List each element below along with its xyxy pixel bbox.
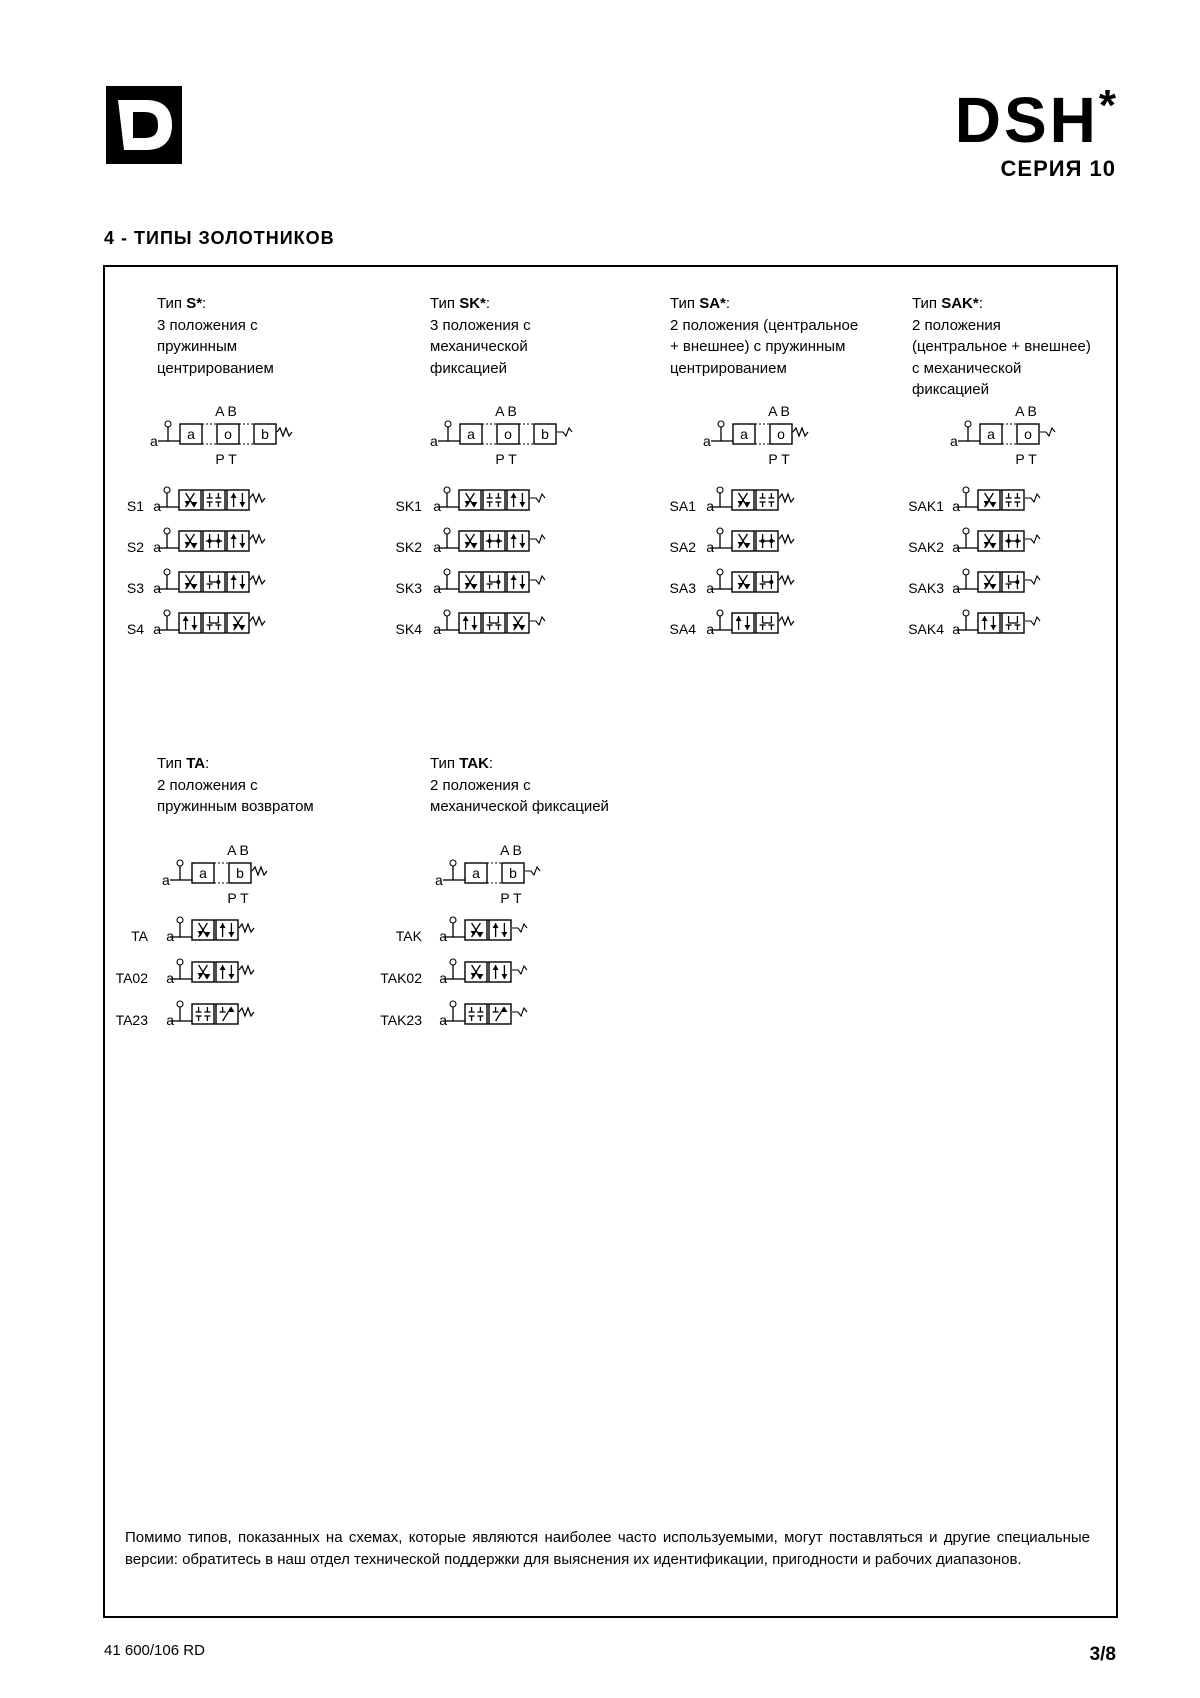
valve-position-box [756, 490, 778, 510]
caption-group-sa [670, 293, 858, 379]
variant-symbol [956, 601, 1096, 641]
caption-line: 3 положения с [157, 316, 258, 334]
caption-line: 2 положения (центральное [670, 316, 859, 334]
caption-suffix: : [488, 755, 494, 772]
lever-knob-icon [965, 421, 971, 427]
actuator-label: a [433, 539, 441, 555]
caption-type: TAK [459, 755, 489, 772]
variant-code-label: SAK4 [908, 621, 944, 637]
main-symbol-sak [950, 403, 1128, 467]
actuator-label: a [430, 433, 438, 449]
valve-position-box [203, 490, 225, 510]
actuator-label: a [439, 1012, 447, 1028]
main-symbol-ta [162, 842, 340, 906]
variant-symbol [956, 519, 1096, 559]
valve-position-box [227, 572, 249, 592]
caption-suffix: : [978, 295, 983, 312]
junction-dot [1007, 539, 1011, 543]
port-labels-ab: A B [495, 403, 517, 419]
variant-code-label: SA3 [669, 580, 696, 596]
variant-code-label: S3 [126, 580, 144, 596]
variant-symbol [170, 992, 310, 1032]
caption-line: механической фиксацией [430, 798, 609, 815]
main-symbol-sk [430, 403, 608, 467]
detent-icon [1025, 494, 1040, 502]
lever-knob-icon [164, 487, 170, 493]
variant-symbol [157, 519, 297, 559]
actuator-label: a [166, 970, 174, 986]
caption-line: пружинным [157, 338, 238, 355]
actuator-label: a [952, 539, 960, 555]
lever-knob-icon [717, 487, 723, 493]
caption-suffix: : [202, 295, 207, 312]
detent-icon [530, 494, 545, 502]
variant-code-label: SAK2 [908, 539, 944, 555]
variant-symbol [437, 560, 577, 600]
valve-position-box [978, 613, 1000, 633]
lever-knob-icon [718, 421, 724, 427]
lever-knob-icon [177, 959, 183, 965]
valve-position-box [507, 490, 529, 510]
variant-symbol [443, 908, 583, 948]
spring-icon [250, 535, 265, 543]
lever-knob-icon [177, 860, 183, 866]
model-header [954, 81, 1116, 181]
caption-suffix: : [205, 755, 210, 772]
lever-knob-icon [450, 917, 456, 923]
position-label: a [987, 426, 995, 442]
port-labels-pt: P T [500, 890, 522, 906]
position-label: b [261, 426, 269, 442]
caption-line: 2 положения с [157, 776, 258, 794]
variant-code-label: SA4 [669, 621, 696, 637]
spring-icon [793, 428, 808, 436]
variant-symbol [437, 601, 577, 641]
lever-knob-icon [717, 569, 723, 575]
variant-code-label: TAK23 [380, 1012, 422, 1028]
actuator-label: a [706, 621, 714, 637]
lever-knob-icon [450, 860, 456, 866]
caption-prefix: Тип [670, 295, 700, 312]
valve-position-box [1002, 490, 1024, 510]
detent-icon [525, 867, 540, 875]
lever-knob-icon [963, 610, 969, 616]
variant-code-label: S2 [126, 539, 144, 555]
variant-symbol [170, 908, 310, 948]
lever-knob-icon [963, 487, 969, 493]
caption-suffix: : [485, 295, 491, 312]
variant-code-label: SA2 [669, 539, 696, 555]
valve-position-box [192, 1004, 214, 1024]
port-labels-pt: P T [215, 451, 237, 467]
caption-line: 3 положения с [430, 316, 531, 334]
valve-position-box [483, 490, 505, 510]
caption-line: 2 положения с [430, 776, 531, 794]
valve-position-box [227, 531, 249, 551]
lever-knob-icon [717, 528, 723, 534]
caption-prefix: Тип [157, 755, 187, 772]
variant-code-label: S1 [126, 498, 144, 514]
caption-line: с механической [912, 359, 1022, 377]
junction-dot [496, 539, 500, 543]
variant-code-label: TA23 [115, 1012, 148, 1028]
actuator-label: a [166, 1012, 174, 1028]
position-label: o [777, 426, 785, 442]
valve-position-box [507, 572, 529, 592]
port-labels-ab: A B [768, 403, 790, 419]
lever-knob-icon [177, 917, 183, 923]
caption-prefix: Тип [430, 755, 460, 772]
junction-dot [216, 580, 220, 584]
spring-icon [779, 576, 794, 584]
variant-symbol [710, 560, 850, 600]
lever-knob-icon [177, 1001, 183, 1007]
variant-symbol [157, 560, 297, 600]
actuator-label: a [162, 872, 170, 888]
port-labels-pt: P T [495, 451, 517, 467]
main-symbol-sa [703, 403, 881, 467]
position-label: o [504, 426, 512, 442]
detent-icon [530, 535, 545, 543]
junction-dot [1015, 539, 1019, 543]
position-label: a [472, 865, 480, 881]
caption-group-sak [912, 293, 1091, 401]
actuator-label: a [153, 621, 161, 637]
caption-line: фиксацией [430, 359, 507, 377]
model-star: * [1098, 81, 1116, 130]
position-label: a [187, 426, 195, 442]
variant-code-label: SAK1 [908, 498, 944, 514]
caption-line: 2 положения [912, 316, 1001, 334]
caption-type: TA [186, 755, 206, 772]
lever-knob-icon [450, 1001, 456, 1007]
company-logo [106, 86, 182, 164]
variant-symbol [443, 950, 583, 990]
valve-position-box [465, 1004, 487, 1024]
actuator-label: a [435, 872, 443, 888]
caption-type: S* [186, 295, 203, 312]
variant-code-label: TA02 [115, 970, 148, 986]
model-name: DSH [954, 84, 1099, 156]
variant-code-label: TA [131, 928, 148, 944]
caption-type: SK* [459, 295, 486, 312]
valve-position-box [732, 613, 754, 633]
variant-code-label: SAK3 [908, 580, 944, 596]
actuator-label: a [439, 970, 447, 986]
variant-symbol [710, 519, 850, 559]
series-label: СЕРИЯ 10 [1000, 156, 1116, 181]
position-label: a [740, 426, 748, 442]
actuator-label: a [150, 433, 158, 449]
variant-code-label: SK1 [395, 498, 422, 514]
caption-group-tak [430, 753, 609, 818]
section-title: 4 - ТИПЫ ЗОЛОТНИКОВ [104, 228, 335, 248]
valve-position-box [227, 490, 249, 510]
junction-dot [769, 580, 773, 584]
caption-prefix: Тип [157, 295, 187, 312]
lever-knob-icon [165, 421, 171, 427]
variant-symbol [710, 601, 850, 641]
actuator-label: a [433, 580, 441, 596]
junction-dot [488, 539, 492, 543]
caption-line: + внешнее) с пружинным [670, 338, 846, 355]
caption-group-s [157, 293, 274, 379]
actuator-label: a [950, 433, 958, 449]
variant-symbol [710, 478, 850, 518]
junction-dot [216, 539, 220, 543]
lever-knob-icon [963, 569, 969, 575]
actuator-label: a [433, 621, 441, 637]
actuator-label: a [706, 539, 714, 555]
position-label: b [541, 426, 549, 442]
spring-icon [277, 428, 292, 436]
junction-dot [1015, 580, 1019, 584]
caption-line: центрированием [670, 359, 787, 377]
lever-knob-icon [444, 569, 450, 575]
variant-code-label: S4 [126, 621, 144, 637]
junction-dot [761, 539, 765, 543]
detent-icon [512, 1008, 527, 1016]
actuator-label: a [433, 498, 441, 514]
lever-knob-icon [444, 528, 450, 534]
actuator-label: a [706, 580, 714, 596]
detent-icon [530, 576, 545, 584]
lever-knob-icon [717, 610, 723, 616]
caption-suffix: : [725, 295, 731, 312]
detent-icon [557, 428, 572, 436]
actuator-label: a [166, 928, 174, 944]
lever-knob-icon [164, 569, 170, 575]
variant-symbol [956, 478, 1096, 518]
port-labels-ab: A B [500, 842, 522, 858]
actuator-label: a [703, 433, 711, 449]
main-symbol-tak [435, 842, 613, 906]
variant-symbol [157, 601, 297, 641]
spring-icon [239, 966, 254, 974]
detent-icon [1025, 576, 1040, 584]
variant-symbol [170, 950, 310, 990]
spring-icon [779, 494, 794, 502]
page-number: 3/8 [1089, 1644, 1116, 1665]
spring-icon [250, 617, 265, 625]
valve-position-box [216, 920, 238, 940]
port-labels-ab: A B [1015, 403, 1037, 419]
caption-type: SA* [699, 295, 726, 312]
variant-code-label: SA1 [669, 498, 696, 514]
variant-code-label: SK3 [395, 580, 422, 596]
detent-icon [530, 617, 545, 625]
valve-position-box [216, 962, 238, 982]
junction-dot [496, 580, 500, 584]
caption-prefix: Тип [430, 295, 460, 312]
valve-position-box [489, 962, 511, 982]
actuator-label: a [952, 580, 960, 596]
caption-line: пружинным возвратом [157, 798, 314, 815]
caption-group-sk [430, 293, 531, 379]
spring-icon [250, 576, 265, 584]
lever-knob-icon [444, 610, 450, 616]
lever-knob-icon [164, 528, 170, 534]
valve-position-box [507, 531, 529, 551]
variant-symbol [157, 478, 297, 518]
detent-icon [1025, 535, 1040, 543]
position-label: a [199, 865, 207, 881]
variant-symbol [437, 519, 577, 559]
detent-icon [512, 924, 527, 932]
position-label: o [224, 426, 232, 442]
valve-position-box [459, 613, 481, 633]
spring-icon [239, 1008, 254, 1016]
actuator-label: a [706, 498, 714, 514]
caption-prefix: Тип [912, 295, 942, 312]
variant-code-label: SK2 [395, 539, 422, 555]
variant-code-label: TAK02 [380, 970, 422, 986]
spring-icon [239, 924, 254, 932]
actuator-label: a [952, 621, 960, 637]
valve-position-box [489, 920, 511, 940]
position-label: b [509, 865, 517, 881]
junction-dot [769, 539, 773, 543]
detent-icon [1040, 428, 1055, 436]
caption-line: механической [430, 338, 528, 355]
spring-icon [252, 867, 267, 875]
detent-icon [1025, 617, 1040, 625]
lever-knob-icon [444, 487, 450, 493]
footnote: Помимо типов, показанных на схемах, которые являются наиболее часто используемыми, могут поставляться и другие специальные версии: обратитесь в наш отдел технической поддержки для выяснения их идентификации, пригодности и рабочих диапазонов. [125, 1529, 1090, 1568]
caption-line: центрированием [157, 359, 274, 377]
variant-symbol [443, 992, 583, 1032]
variant-code-label: SK4 [395, 621, 422, 637]
port-labels-pt: P T [768, 451, 790, 467]
position-label: o [1024, 426, 1032, 442]
position-label: b [236, 865, 244, 881]
actuator-label: a [153, 539, 161, 555]
lever-knob-icon [450, 959, 456, 965]
caption-line: (центральное + внешнее) [912, 338, 1091, 355]
variant-symbol [956, 560, 1096, 600]
valve-position-box [179, 613, 201, 633]
lever-knob-icon [963, 528, 969, 534]
variant-code-label: TAK [395, 928, 422, 944]
spring-icon [779, 535, 794, 543]
port-labels-ab: A B [227, 842, 249, 858]
variant-symbol [437, 478, 577, 518]
actuator-label: a [153, 580, 161, 596]
caption-group-ta [157, 753, 314, 818]
actuator-label: a [952, 498, 960, 514]
caption-line: фиксацией [912, 381, 989, 398]
actuator-label: a [153, 498, 161, 514]
port-labels-pt: P T [227, 890, 249, 906]
position-label: a [467, 426, 475, 442]
port-labels-pt: P T [1015, 451, 1037, 467]
detent-icon [512, 966, 527, 974]
lever-knob-icon [164, 610, 170, 616]
spring-icon [779, 617, 794, 625]
junction-dot [208, 539, 212, 543]
port-labels-ab: A B [215, 403, 237, 419]
actuator-label: a [439, 928, 447, 944]
document-code: 41 600/106 RD [104, 1642, 205, 1659]
lever-knob-icon [445, 421, 451, 427]
main-symbol-s [150, 403, 328, 467]
spring-icon [250, 494, 265, 502]
caption-type: SAK* [941, 295, 979, 312]
